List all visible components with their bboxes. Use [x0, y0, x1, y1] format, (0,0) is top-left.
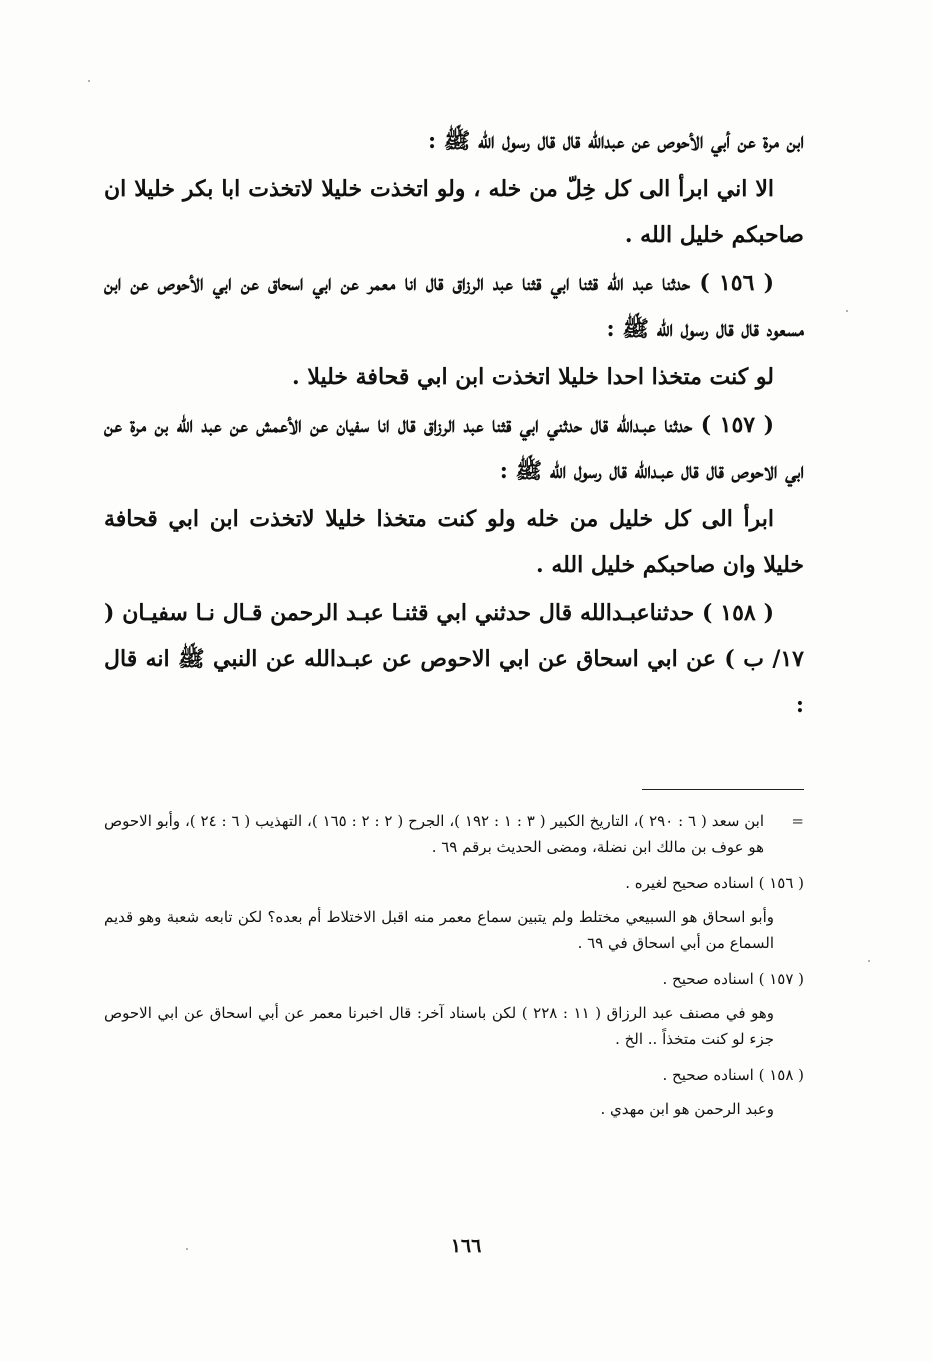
hadith-isnad-157: ( ١٥٧ ) حدثنا عبـدالله قال حدثني ابي قثنا عبد الرزاق قال انا سفيان عن الأعمش عن عبد الله بن مرة عن ابي الاحوص قال قال عبـدالله قال رسول الله ﷺ :: [104, 412, 804, 484]
hadith-isnad-158: ( ١٥٨ ) حدثناعبـدالله قال حدثني ابي قثنـا عبـد الرحمن قـال نـا سفيـان ( ١٧/ ب ) عن ابي اسحاق عن ابي الاحوص عن عبـدالله عن النبي ﷺ انه قال :: [104, 600, 804, 718]
footnote-158-heading: ( ١٥٨ ) اسناده صحيح .: [662, 1066, 804, 1084]
footnote-158-body: وعبد الرحمن هو ابن مهدي .: [600, 1100, 774, 1118]
scan-speck: [88, 80, 90, 82]
footnotes: [104, 808, 804, 1132]
paragraph-isnad-end: ابن مرة عن أبي الأحوص عن عبدالله قال قال رسول الله ﷺ :: [428, 128, 804, 154]
page-number: ١٦٦: [450, 1235, 482, 1257]
continuation-mark: =: [791, 812, 804, 830]
scan-speck: [868, 960, 870, 962]
footnote-separator: [642, 789, 804, 790]
hadith-text-156: لو كنت متخذا احدا خليلا اتخذت ابن ابي قحافة خليلا .: [292, 364, 774, 390]
footnote-157-heading: ( ١٥٧ ) اسناده صحيح .: [662, 970, 804, 988]
scan-speck: [846, 310, 848, 312]
footnote-156-body: وأبو اسحاق هو السبيعي مختلط ولم يتبين سماع معمر منه اقبل الاختلاط أم بعده؟ لكن تابعه شعبة وهو قديم السماع من أبي اسحاق في ٦٩ .: [104, 908, 774, 952]
hadith-text-157: ابرأ الى كل خليل من خله ولو كنت متخذا خليلا لاتخذت ابن ابي قحافة خليلا وان صاحبكم خليل الله .: [104, 506, 804, 578]
scan-speck: [186, 1248, 188, 1250]
footnote-continuation-text: ابن سعد ( ٦ : ٢٩٠ )، التاريخ الكبير ( ٣ : ١ : ١٩٢ )، الجرح ( ٢ : ٢ : ١٦٥ )، التهذيب ( ٦ : ٢٤ )، وأبو الاحوص هو عوف بن مالك ابن نضلة، ومضى الحديث برقم ٦٩ .: [104, 812, 765, 856]
footnote-continuation: [104, 808, 804, 860]
hadith-text-155: الا اني ابرأ الى كل خِلّ من خله ، ولو اتخذت خليلا لاتخذت ابا بكر خليلا ان صاحبكم خليل الله .: [104, 176, 804, 248]
footnote-156-heading: ( ١٥٦ ) اسناده صحيح لغيره .: [625, 874, 804, 892]
hadith-isnad-156: ( ١٥٦ ) حدثنا عبد الله قثنا ابي قثنا عبد الرزاق قال انا معمر عن ابي اسحاق عن ابي الأحوص عن ابن مسعود قال قال رسول الله ﷺ :: [104, 270, 804, 342]
footnote-157-body: وهو في مصنف عبد الرزاق ( ١١ : ٢٢٨ ) لكن باسناد آخر: قال اخبرنا معمر عن أبي اسحاق عن ابي الاحوص جزء لو كنت متخذاً .. الخ .: [104, 1004, 775, 1048]
main-text: [104, 118, 804, 730]
